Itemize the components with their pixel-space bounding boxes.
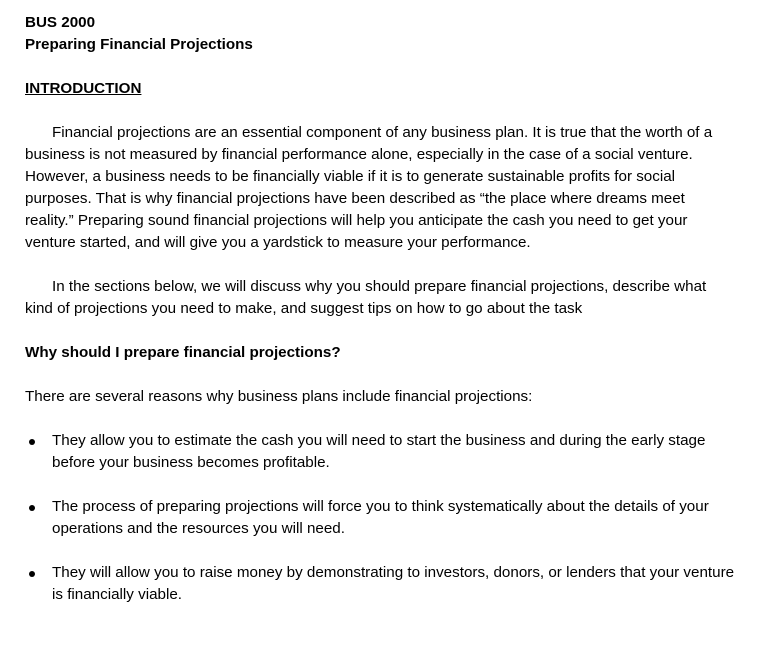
introduction-paragraph-1: Financial projections are an essential component of any business plan. It is true that the worth of a business is not measured by financial performance alone, especially in the case of a social venture. However, a business needs to be financially viable if it is to generate sustainable profits for social purposes. That is why financial projections have been described as “the place where dreams meet reality.” Preparing sound financial projections will help you anticipate the cash you need to get your venture started, and will give you a yardstick to measure your performance. (25, 124, 713, 251)
document-title: Preparing Financial Projections (25, 36, 253, 53)
bullet-icon (29, 505, 35, 511)
reasons-intro-text: There are several reasons why business plans include financial projections: (25, 388, 533, 405)
reason-list-item (25, 562, 737, 606)
reason-list-item (25, 430, 737, 474)
reason-list-item (25, 496, 737, 540)
reason-text: They will allow you to raise money by demonstrating to investors, donors, or lenders that your venture is financially viable. (52, 564, 735, 603)
reasons-list (25, 430, 737, 606)
reason-text: The process of preparing projections will force you to think systematically about the details of your operations and the resources you will need. (52, 498, 709, 537)
document-page (25, 12, 737, 606)
bullet-icon (29, 571, 35, 577)
introduction-heading: INTRODUCTION (25, 80, 142, 97)
course-code: BUS 2000 (25, 14, 96, 31)
bullet-icon (29, 439, 35, 445)
reason-text: They allow you to estimate the cash you will need to start the business and during the early stage before your business becomes profitable. (52, 432, 706, 471)
why-section-heading: Why should I prepare financial projections? (25, 344, 341, 361)
introduction-paragraph-2: In the sections below, we will discuss why you should prepare financial projections, describe what kind of projections you need to make, and suggest tips on how to go about the task (25, 278, 707, 317)
